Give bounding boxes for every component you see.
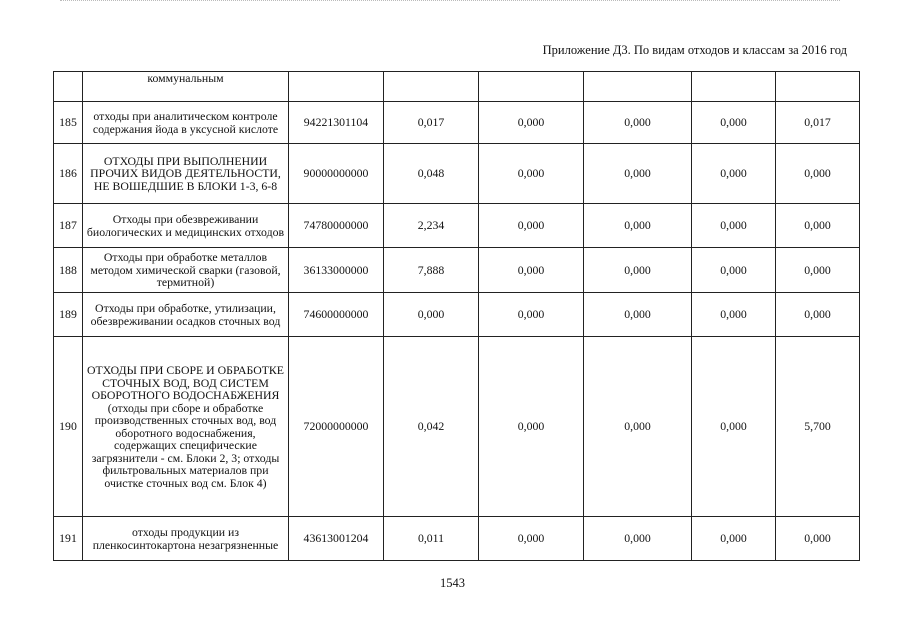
table-row [54, 293, 860, 337]
waste-name: отходы при аналитическом контроле содержания йода в уксусной кислоте [83, 102, 289, 144]
value-col-1: 0,048 [384, 144, 479, 204]
value-col-5: 0,000 [776, 204, 860, 248]
value-col-2: 0,000 [479, 337, 584, 517]
waste-code [289, 72, 384, 102]
value-col-1: 0,000 [384, 293, 479, 337]
value-col-4: 0,000 [692, 102, 776, 144]
value-col-2: 0,000 [479, 144, 584, 204]
waste-code: 72000000000 [289, 337, 384, 517]
row-number: 185 [54, 102, 83, 144]
waste-name: Отходы при обработке металлов методом химической сварки (газовой, термитной) [83, 248, 289, 293]
value-col-5: 0,000 [776, 144, 860, 204]
value-col-3: 0,000 [584, 144, 692, 204]
waste-code: 74600000000 [289, 293, 384, 337]
waste-code: 94221301104 [289, 102, 384, 144]
value-col-4: 0,000 [692, 293, 776, 337]
value-col-4: 0,000 [692, 204, 776, 248]
table-row [54, 72, 860, 102]
value-col-3: 0,000 [584, 204, 692, 248]
waste-code: 90000000000 [289, 144, 384, 204]
page-header: Приложение Д3. По видам отходов и классам за 2016 год [542, 43, 847, 57]
table-row [54, 337, 860, 517]
value-col-1: 0,011 [384, 517, 479, 561]
waste-code: 74780000000 [289, 204, 384, 248]
waste-name: ОТХОДЫ ПРИ СБОРЕ И ОБРАБОТКЕ СТОЧНЫХ ВОД, ВОД СИСТЕМ ОБОРОТНОГО ВОДОСНАБЖЕНИЯ (отходы при сборе и обработке производственных сточных вод, вод оборотного водоснабжения, содержащих специфические загрязнители - см. Блоки 2, 3; отходы фильтровальных материалов при очистке сточных вод см. Блок 4) [83, 337, 289, 517]
value-col-3: 0,000 [584, 517, 692, 561]
table-row [54, 204, 860, 248]
value-col-5: 0,000 [776, 293, 860, 337]
value-col-1: 2,234 [384, 204, 479, 248]
value-col-2 [479, 72, 584, 102]
value-col-4: 0,000 [692, 337, 776, 517]
waste-name: Отходы при обезвреживании биологических и медицинских отходов [83, 204, 289, 248]
scan-artifact-line [60, 0, 840, 7]
value-col-2: 0,000 [479, 248, 584, 293]
waste-name: ОТХОДЫ ПРИ ВЫПОЛНЕНИИ ПРОЧИХ ВИДОВ ДЕЯТЕЛЬНОСТИ, НЕ ВОШЕДШИЕ В БЛОКИ 1-3, 6-8 [83, 144, 289, 204]
row-number: 188 [54, 248, 83, 293]
value-col-3: 0,000 [584, 337, 692, 517]
value-col-3: 0,000 [584, 293, 692, 337]
table-body [54, 72, 860, 561]
value-col-2: 0,000 [479, 204, 584, 248]
table-row [54, 144, 860, 204]
value-col-1: 0,017 [384, 102, 479, 144]
value-col-2: 0,000 [479, 102, 584, 144]
value-col-4: 0,000 [692, 144, 776, 204]
value-col-1 [384, 72, 479, 102]
value-col-4: 0,000 [692, 517, 776, 561]
value-col-1: 7,888 [384, 248, 479, 293]
row-number [54, 72, 83, 102]
value-col-5: 0,017 [776, 102, 860, 144]
row-number: 189 [54, 293, 83, 337]
page-number: 1543 [440, 576, 465, 590]
value-col-3: 0,000 [584, 102, 692, 144]
table-row [54, 517, 860, 561]
row-number: 187 [54, 204, 83, 248]
value-col-2: 0,000 [479, 293, 584, 337]
value-col-4: 0,000 [692, 248, 776, 293]
value-col-5: 0,000 [776, 517, 860, 561]
waste-name: отходы продукции из пленкосинтокартона незагрязненные [83, 517, 289, 561]
table-row [54, 248, 860, 293]
value-col-1: 0,042 [384, 337, 479, 517]
waste-code: 43613001204 [289, 517, 384, 561]
value-col-5: 5,700 [776, 337, 860, 517]
row-number: 190 [54, 337, 83, 517]
waste-table [53, 71, 860, 561]
waste-name: Отходы при обработке, утилизации, обезвреживании осадков сточных вод [83, 293, 289, 337]
waste-code: 36133000000 [289, 248, 384, 293]
value-col-3: 0,000 [584, 248, 692, 293]
table-row [54, 102, 860, 144]
row-number: 191 [54, 517, 83, 561]
row-number: 186 [54, 144, 83, 204]
waste-name: коммунальным [83, 72, 289, 102]
value-col-3 [584, 72, 692, 102]
value-col-4 [692, 72, 776, 102]
value-col-5: 0,000 [776, 248, 860, 293]
value-col-2: 0,000 [479, 517, 584, 561]
value-col-5 [776, 72, 860, 102]
